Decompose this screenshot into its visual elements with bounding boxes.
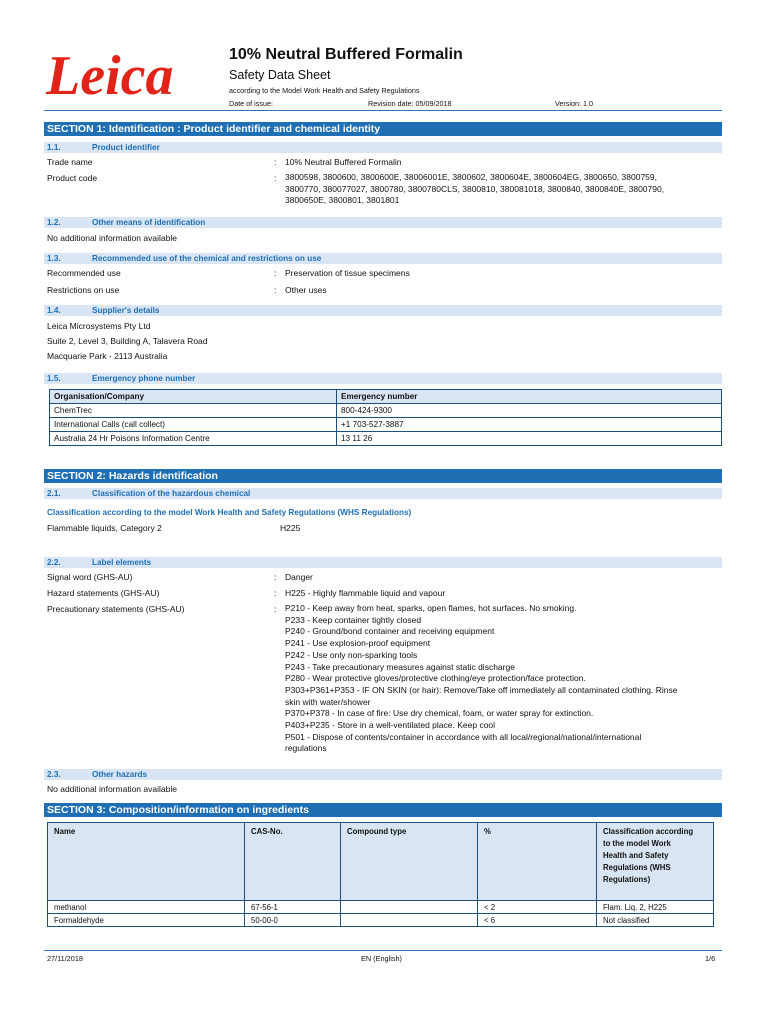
subsection-number: 2.2. — [47, 558, 61, 567]
restrictions-label: Restrictions on use — [47, 285, 120, 295]
colon: : — [274, 268, 277, 278]
table-cell: International Calls (call collect) — [50, 418, 337, 432]
subsection-label: Classification of the hazardous chemical — [92, 489, 251, 498]
column-header: % — [478, 823, 597, 901]
precautionary-line: P233 - Keep container tightly closed — [285, 614, 422, 625]
column-header: Compound type — [341, 823, 478, 901]
trade-name-value: 10% Neutral Buffered Formalin — [285, 157, 402, 167]
other-hazards-text: No additional information available — [47, 784, 177, 794]
subsection-number: 1.3. — [47, 254, 61, 263]
table-cell: < 2 — [478, 901, 597, 914]
subsection-2-1 — [44, 488, 722, 499]
subsection-1-3 — [44, 253, 722, 264]
subsection-1-4 — [44, 305, 722, 316]
signal-word-value: Danger — [285, 572, 313, 582]
product-code-label: Product code — [47, 173, 98, 183]
precautionary-line: P210 - Keep away from heat, sparks, open flames, hot surfaces. No smoking. — [285, 603, 577, 613]
column-header: Name — [48, 823, 245, 901]
supplier-city: Macquarie Park - 2113 Australia — [47, 351, 168, 361]
table-cell: methanol — [48, 901, 245, 914]
table-cell: < 6 — [478, 914, 597, 927]
subsection-label: Recommended use of the chemical and restrictions on use — [92, 254, 322, 263]
signal-word-label: Signal word (GHS-AU) — [47, 572, 133, 582]
subsection-number: 1.5. — [47, 374, 61, 383]
header-line: Regulations (WHS — [603, 863, 671, 872]
colon: : — [274, 173, 277, 183]
version: Version: 1.0 — [555, 99, 593, 108]
footer-date: 27/11/2018 — [47, 954, 83, 963]
table-cell — [341, 914, 478, 927]
colon: : — [274, 157, 277, 167]
precautionary-line: P242 - Use only non-sparking tools — [285, 649, 418, 660]
table-row — [50, 418, 722, 432]
document-title: 10% Neutral Buffered Formalin — [229, 46, 463, 63]
restrictions-value: Other uses — [285, 285, 327, 295]
column-header-classification — [597, 823, 714, 901]
footer-language: EN (English) — [361, 954, 402, 963]
subsection-number: 1.4. — [47, 306, 61, 315]
supplier-address: Suite 2, Level 3, Building A, Talavera Road — [47, 336, 208, 346]
recommended-use-label: Recommended use — [47, 268, 121, 278]
precautionary-line: P280 - Wear protective gloves/protective clothing/eye protection/face protection. — [285, 673, 586, 684]
footer-page-number: 1/6 — [705, 954, 716, 963]
table-row — [48, 901, 714, 914]
hazard-statements-label: Hazard statements (GHS-AU) — [47, 588, 160, 598]
colon: : — [274, 572, 277, 582]
supplier-name: Leica Microsystems Pty Ltd — [47, 321, 151, 331]
colon: : — [274, 604, 277, 614]
precautionary-line: P241 - Use explosion-proof equipment — [285, 638, 431, 649]
subsection-2-2 — [44, 557, 722, 568]
table-cell: Formaldehyde — [48, 914, 245, 927]
header-line: Health and Safety — [603, 851, 669, 860]
document-subtitle: Safety Data Sheet — [229, 68, 331, 82]
table-cell: 13 11 26 — [337, 432, 722, 446]
regulation-note: according to the Model Work Health and Safety Regulations — [229, 86, 420, 95]
section-2-title: SECTION 2: Hazards identification — [44, 469, 722, 483]
subsection-label: Label elements — [92, 558, 152, 567]
column-header: CAS-No. — [245, 823, 341, 901]
date-of-issue: Date of issue: — [229, 99, 273, 108]
table-cell: Flam. Liq. 2, H225 — [597, 901, 714, 914]
subsection-number: 1.1. — [47, 143, 61, 152]
classification-item: Flammable liquids, Category 2 — [47, 523, 162, 533]
table-row — [50, 404, 722, 418]
colon: : — [274, 588, 277, 598]
precautionary-line: P240 - Ground/bond container and receiving equipment — [285, 626, 495, 637]
trade-name-label: Trade name — [47, 157, 93, 167]
hazard-statements-value: H225 - Highly flammable liquid and vapour — [285, 588, 446, 598]
header-line: Classification according — [603, 827, 694, 836]
precautionary-line: P370+P378 - In case of fire: Use dry chemical, foam, or water spray for extinction. — [285, 708, 594, 719]
header-line: to the model Work — [603, 839, 671, 848]
table-cell: 50-00-0 — [245, 914, 341, 927]
colon: : — [274, 285, 277, 295]
subsection-number: 1.2. — [47, 218, 61, 227]
leica-logo — [42, 38, 192, 106]
other-means-text: No additional information available — [47, 233, 177, 243]
table-header-row — [50, 390, 722, 404]
table-cell: Australia 24 Hr Poisons Information Centre — [50, 432, 337, 446]
revision-date: Revision date: 05/09/2018 — [368, 99, 452, 108]
footer-rule — [44, 950, 722, 951]
table-cell: 800-424-9300 — [337, 404, 722, 418]
subsection-1-2 — [44, 217, 722, 228]
table-cell: 67-56-1 — [245, 901, 341, 914]
column-header: Organisation/Company — [50, 390, 337, 404]
section-3-title: SECTION 3: Composition/information on ingredients — [44, 803, 722, 817]
subsection-1-1 — [44, 142, 722, 153]
table-header-row — [48, 823, 714, 901]
column-header: Emergency number — [337, 390, 722, 404]
subsection-label: Emergency phone number — [92, 374, 196, 383]
precautionary-line: P303+P361+P353 - IF ON SKIN (or hair): Remove/Take off immediately all contaminated clothing. Rinse — [285, 684, 678, 695]
product-code-line: 3800770, 380077027, 3800780, 3800780CLS, 3800810, 380081018, 3800840, 3800840E, 3800790, — [285, 183, 665, 194]
header-line: Regulations) — [603, 875, 651, 884]
precautionary-label: Precautionary statements (GHS-AU) — [47, 604, 185, 614]
subsection-label: Other hazards — [92, 770, 148, 779]
precautionary-line: P243 - Take precautionary measures against static discharge — [285, 661, 515, 672]
product-code-value — [285, 172, 664, 207]
table-cell — [341, 901, 478, 914]
subsection-label: Other means of identification — [92, 218, 206, 227]
subsection-number: 2.1. — [47, 489, 61, 498]
recommended-use-value: Preservation of tissue specimens — [285, 268, 410, 278]
table-cell: Not classified — [597, 914, 714, 927]
subsection-number: 2.3. — [47, 770, 61, 779]
table-cell: +1 703-527-3887 — [337, 418, 722, 432]
subsection-2-3 — [44, 769, 722, 780]
subsection-1-5 — [44, 373, 722, 384]
table-row — [50, 432, 722, 446]
table-row — [48, 914, 714, 927]
precautionary-line: regulations — [285, 743, 327, 754]
product-code-line: 3800598, 3800600, 3800600E, 38006001E, 3800602, 3800604E, 3800604EG, 3800650, 3800759, — [285, 172, 657, 182]
subsection-label: Product identifier — [92, 143, 160, 152]
precautionary-statements — [285, 603, 677, 755]
leica-logo-text: Leica — [46, 45, 174, 106]
classification-heading: Classification according to the model Work Health and Safety Regulations (WHS Regulations) — [47, 508, 412, 517]
header-rule — [44, 110, 722, 111]
table-cell: ChemTrec — [50, 404, 337, 418]
precautionary-line: skin with water/shower — [285, 696, 371, 707]
subsection-label: Supplier's details — [92, 306, 160, 315]
composition-table — [47, 822, 714, 927]
emergency-table — [49, 389, 722, 446]
product-code-line: 3800650E, 3800801, 3801801 — [285, 195, 400, 206]
section-1-title: SECTION 1: Identification : Product identifier and chemical identity — [44, 122, 722, 136]
classification-code: H225 — [280, 523, 301, 533]
precautionary-line: P501 - Dispose of contents/container in accordance with all local/regional/national/international — [285, 731, 642, 742]
precautionary-line: P403+P235 - Store in a well-ventilated place. Keep cool — [285, 720, 496, 731]
